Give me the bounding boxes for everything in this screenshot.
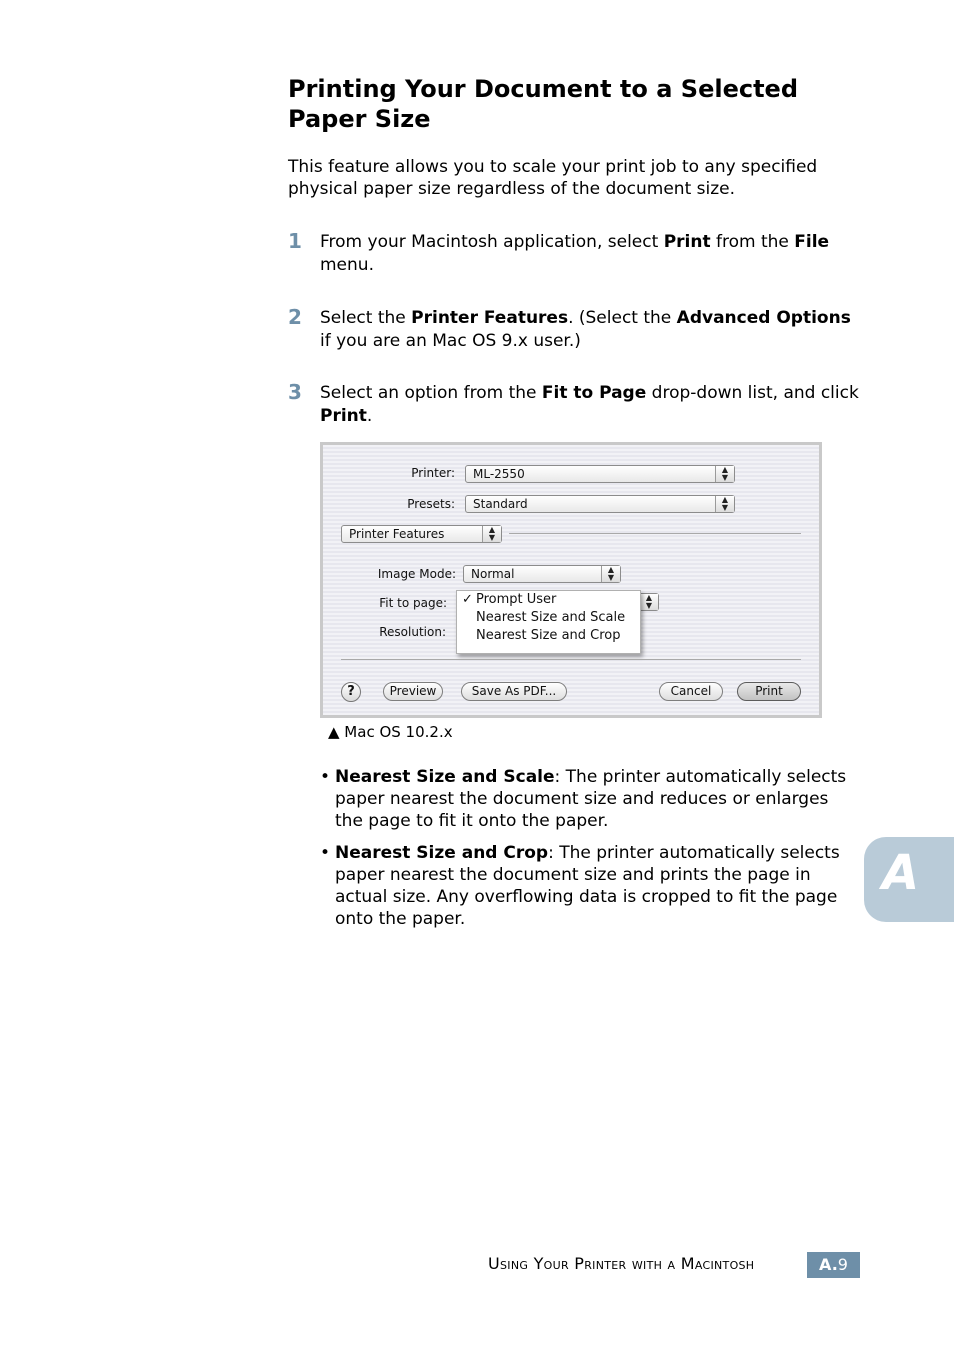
- bullet-text: Nearest Size and Scale: The printer automatically selects paper nearest the document size and reduces or enlarges the page to fit it onto the paper.: [335, 767, 847, 831]
- stepper-arrows-icon: ▲ ▼: [715, 496, 734, 512]
- checkmark-icon: ✓: [462, 592, 473, 607]
- intro-paragraph: This feature allows you to scale your print job to any specified physical paper size regardless of the document size.: [288, 157, 818, 199]
- menu-item-nearest-size-scale[interactable]: Nearest Size and Scale: [476, 610, 626, 625]
- separator: [341, 659, 801, 660]
- separator: [509, 533, 801, 534]
- step-number: 3: [288, 380, 302, 404]
- image-mode-label: Image Mode:: [377, 567, 456, 581]
- bullet-icon: •: [320, 767, 331, 787]
- figure-caption: ▲ Mac OS 10.2.x: [328, 723, 453, 741]
- cancel-button[interactable]: Cancel: [659, 682, 723, 701]
- help-button[interactable]: ?: [341, 682, 361, 702]
- menu-item-prompt-user[interactable]: ✓ Prompt User: [462, 592, 557, 607]
- presets-select[interactable]: Standard ▲ ▼: [465, 495, 735, 513]
- stepper-arrows-icon: ▲ ▼: [715, 466, 734, 482]
- page-number: A.9: [807, 1252, 860, 1278]
- bullet-icon: •: [320, 843, 331, 863]
- printer-select[interactable]: ML-2550 ▲ ▼: [465, 465, 735, 483]
- panel-select[interactable]: Printer Features ▲ ▼: [341, 525, 502, 543]
- menu-item-nearest-size-crop[interactable]: Nearest Size and Crop: [476, 628, 621, 643]
- step-text: From your Macintosh application, select Print from the File menu.: [320, 232, 830, 275]
- stepper-arrows-icon: ▲ ▼: [482, 526, 501, 542]
- fit-to-page-menu: [456, 590, 641, 654]
- save-as-pdf-button[interactable]: Save As PDF...: [461, 682, 567, 701]
- stepper-arrows-icon: ▲ ▼: [601, 566, 620, 582]
- print-button[interactable]: Print: [737, 682, 801, 701]
- preview-button[interactable]: Preview: [383, 682, 443, 701]
- step-number: 2: [288, 305, 302, 329]
- bullet-text: Nearest Size and Crop: The printer automatically selects paper nearest the document size and prints the page in actual size. Any overflowing data is cropped to fit the page onto the paper.: [335, 843, 840, 929]
- printer-label: Printer:: [411, 466, 455, 480]
- page-title: Printing Your Document to a Selected Paper Size: [288, 75, 799, 133]
- fit-to-page-label: Fit to page:: [379, 596, 447, 610]
- print-dialog-screenshot: [320, 442, 822, 718]
- step-number: 1: [288, 229, 302, 253]
- step-text: Select the Printer Features. (Select the Advanced Options if you are an Mac OS 9.x user.): [320, 308, 851, 351]
- chapter-tab: [864, 837, 954, 922]
- stepper-arrows-icon: ▲ ▼: [639, 594, 658, 610]
- presets-label: Presets:: [407, 497, 455, 511]
- image-mode-select[interactable]: Normal ▲ ▼: [463, 565, 621, 583]
- footer-title: Using Your Printer with a Macintosh: [488, 1254, 755, 1273]
- resolution-label: Resolution:: [379, 625, 446, 639]
- chapter-letter: A: [882, 845, 920, 901]
- step-text: Select an option from the Fit to Page drop-down list, and click Print.: [320, 383, 859, 426]
